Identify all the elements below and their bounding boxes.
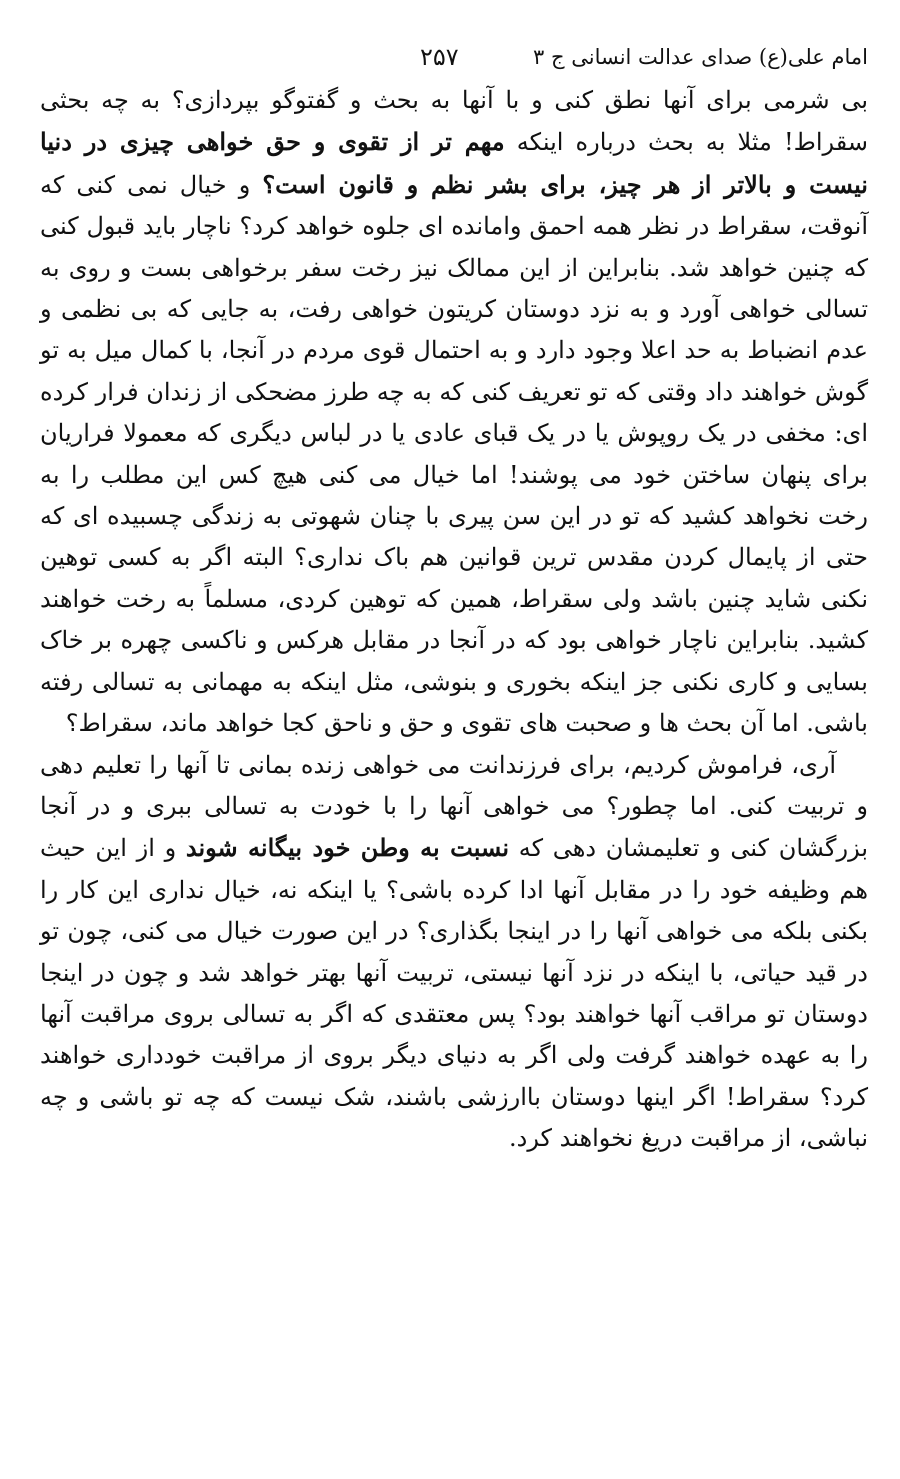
paragraph-2-bold-phrase: نسبت به وطن خود بیگانه شوند (185, 833, 510, 863)
paragraph-2 (40, 745, 868, 1160)
paragraph-2-text-a: آری، فراموش کردیم، برای فرزندانت می خواهی زنده بمانی تا آنها را تعلیم دهی و تربیت کنی. اما چطور؟ می خواهی آنها را با خودت به تسالی ببری و در آنجا بزرگشان کنی و تعلیمشان دهی که (40, 750, 868, 863)
paragraph-1-text-b: و خیال نمی کنی که آنوقت، سقراط در نظر همه احمق وامانده ای جلوه خواهد کرد؟ ناچار باید قبول کنی که چنین خواهد شد. بنابراین از این ممالک نیز رخت سفر برخواهی بست و روی به تسالی خواهی آورد و به نزد دوستان کریتون خواهی رفت، به جایی که بی نظمی و عدم انضباط به حد اعلا وجود دارد و به احتمال قوی مردم در آنجا، با کمال میل به تو گوش خواهند داد وقتی که تو تعریف کنی که به چه طرز مضحکی از زندان فرار کرده ای: مخفی در یک روپوش یا در یک قبای عادی یا در لباس دیگری که معمولا فراریان برای پنهان ساختن خود می پوشند! اما خیال می کنی هیچ کس این مطلب را به رخت نخواهد کشید که تو در این سن پیری با چنان شهوتی به زندگی چسبیده ای که حتی از پایمال کردن مقدس ترین قوانین هم باک نداری؟ البته اگر به کسی توهین نکنی شاید چنین باشد ولی سقراط، همین که توهین کردی، مسلماً به رخت خواهند کشید. بنابراین ناچار خواهی بود که در آنجا در مقابل هرکس و ناکسی چهره بر خاک بسایی و کاری نکنی جز اینکه بخوری و بنوشی، مثل اینکه به مهمانی به تسالی رفته باشی. اما آن بحث ها و صحبت های تقوی و حق و ناحق کجا خواهد ماند، سقراط؟ (40, 170, 869, 738)
paragraph-2-text-b: و از این حیث هم وظیفه خود را در مقابل آنها ادا کرده باشی؟ یا اینکه نه، خیال نداری این کار را بکنی بلکه می خواهی آنها را در اینجا بگذاری؟ در این صورت خیال می کنی، چون تو در قید حیاتی، با اینکه در نزد آنها نیستی، تربیت آنها بهتر خواهد شد و چون در اینجا دوستان تو مراقب آنها خواهند بود؟ پس معتقدی که اگر به تسالی بروی مراقبت آنها را به عهده خواهند گرفت ولی اگر به دنیای دیگر بروی از مراقبت خودداری خواهند کرد؟ سقراط! اگر اینها دوستان باارزشی باشند، شک نیست که چه تو باشی و چه نباشی، از مراقبت دریغ نخواهند کرد. (40, 834, 868, 1153)
paragraph-1 (40, 80, 868, 745)
book-page (40, 34, 868, 1160)
book-title: امام علی(ع) صدای عدالت انسانی ج ۳ (533, 45, 868, 69)
page-number: ۲۵۷ (420, 43, 459, 71)
paragraph-1-text-a: بی شرمی برای آنها نطق کنی و با آنها به بحث و گفتوگو بپردازی؟ به چه بحثی سقراط! مثلا به بحث درباره اینکه (40, 86, 868, 157)
paragraph-1-bold-phrase: مهم تر از تقوی و حق خواهی چیزی در دنیا نیست و بالاتر از هر چیز، برای بشر نظم و قانون است؟ (40, 127, 868, 199)
page-body (40, 80, 868, 1160)
page-header (40, 34, 868, 80)
